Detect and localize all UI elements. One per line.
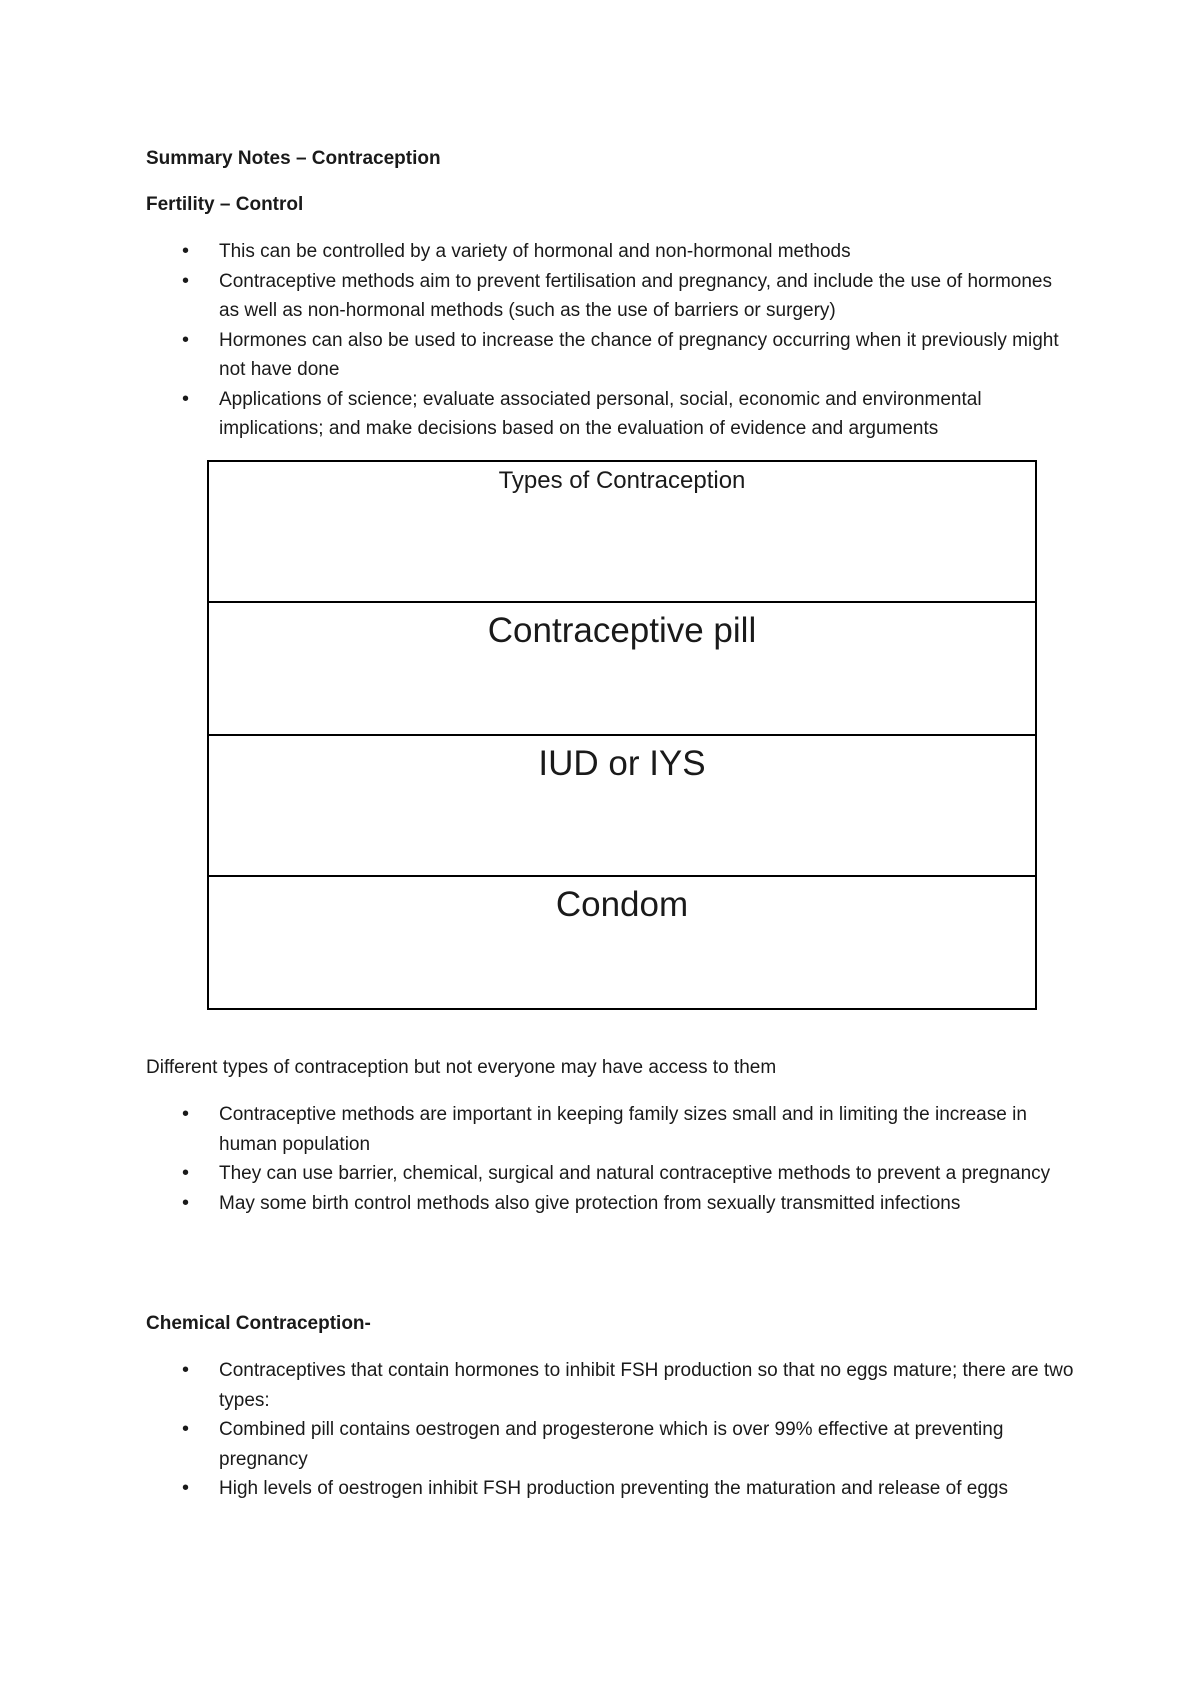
list-item: • They can use barrier, chemical, surgical and natural contraceptive methods to prevent a pregnancy [146, 1159, 1076, 1189]
table-header: Types of Contraception [209, 462, 1035, 603]
list-item: • Applications of science; evaluate associated personal, social, economic and environmental implications; and make decisions based on the evaluation of evidence and arguments [146, 385, 1076, 444]
section-heading-fertility-control: Fertility – Control [146, 194, 304, 215]
document-title: Summary Notes – Contraception [146, 148, 441, 169]
list-item: • High levels of oestrogen inhibit FSH production preventing the maturation and release of eggs [146, 1474, 1076, 1504]
list-item: • Combined pill contains oestrogen and progesterone which is over 99% effective at preventing pregnancy [146, 1415, 1076, 1474]
list-item: • May some birth control methods also give protection from sexually transmitted infections [146, 1189, 1076, 1219]
types-of-contraception-table [207, 460, 1037, 1010]
fertility-bullet-list [146, 237, 1076, 444]
list-item: • Hormones can also be used to increase the chance of pregnancy occurring when it previously might not have done [146, 326, 1076, 385]
list-item: • Contraceptive methods are important in keeping family sizes small and in limiting the increase in human population [146, 1100, 1076, 1159]
list-item: • This can be controlled by a variety of hormonal and non-hormonal methods [146, 237, 1076, 267]
table-row: IUD or IYS [209, 736, 1035, 877]
access-intro-text: Different types of contraception but not everyone may have access to them [146, 1057, 777, 1078]
chemical-bullet-list [146, 1356, 1076, 1504]
list-item: • Contraceptives that contain hormones to inhibit FSH production so that no eggs mature; there are two types: [146, 1356, 1076, 1415]
access-bullet-list [146, 1100, 1076, 1218]
table-row: Contraceptive pill [209, 603, 1035, 736]
section-heading-chemical-contraception: Chemical Contraception- [146, 1313, 371, 1334]
table-row: Condom [555, 885, 689, 924]
list-item: • Contraceptive methods aim to prevent fertilisation and pregnancy, and include the use of hormones as well as non-hormonal methods (such as the use of barriers or surgery) [146, 267, 1076, 326]
